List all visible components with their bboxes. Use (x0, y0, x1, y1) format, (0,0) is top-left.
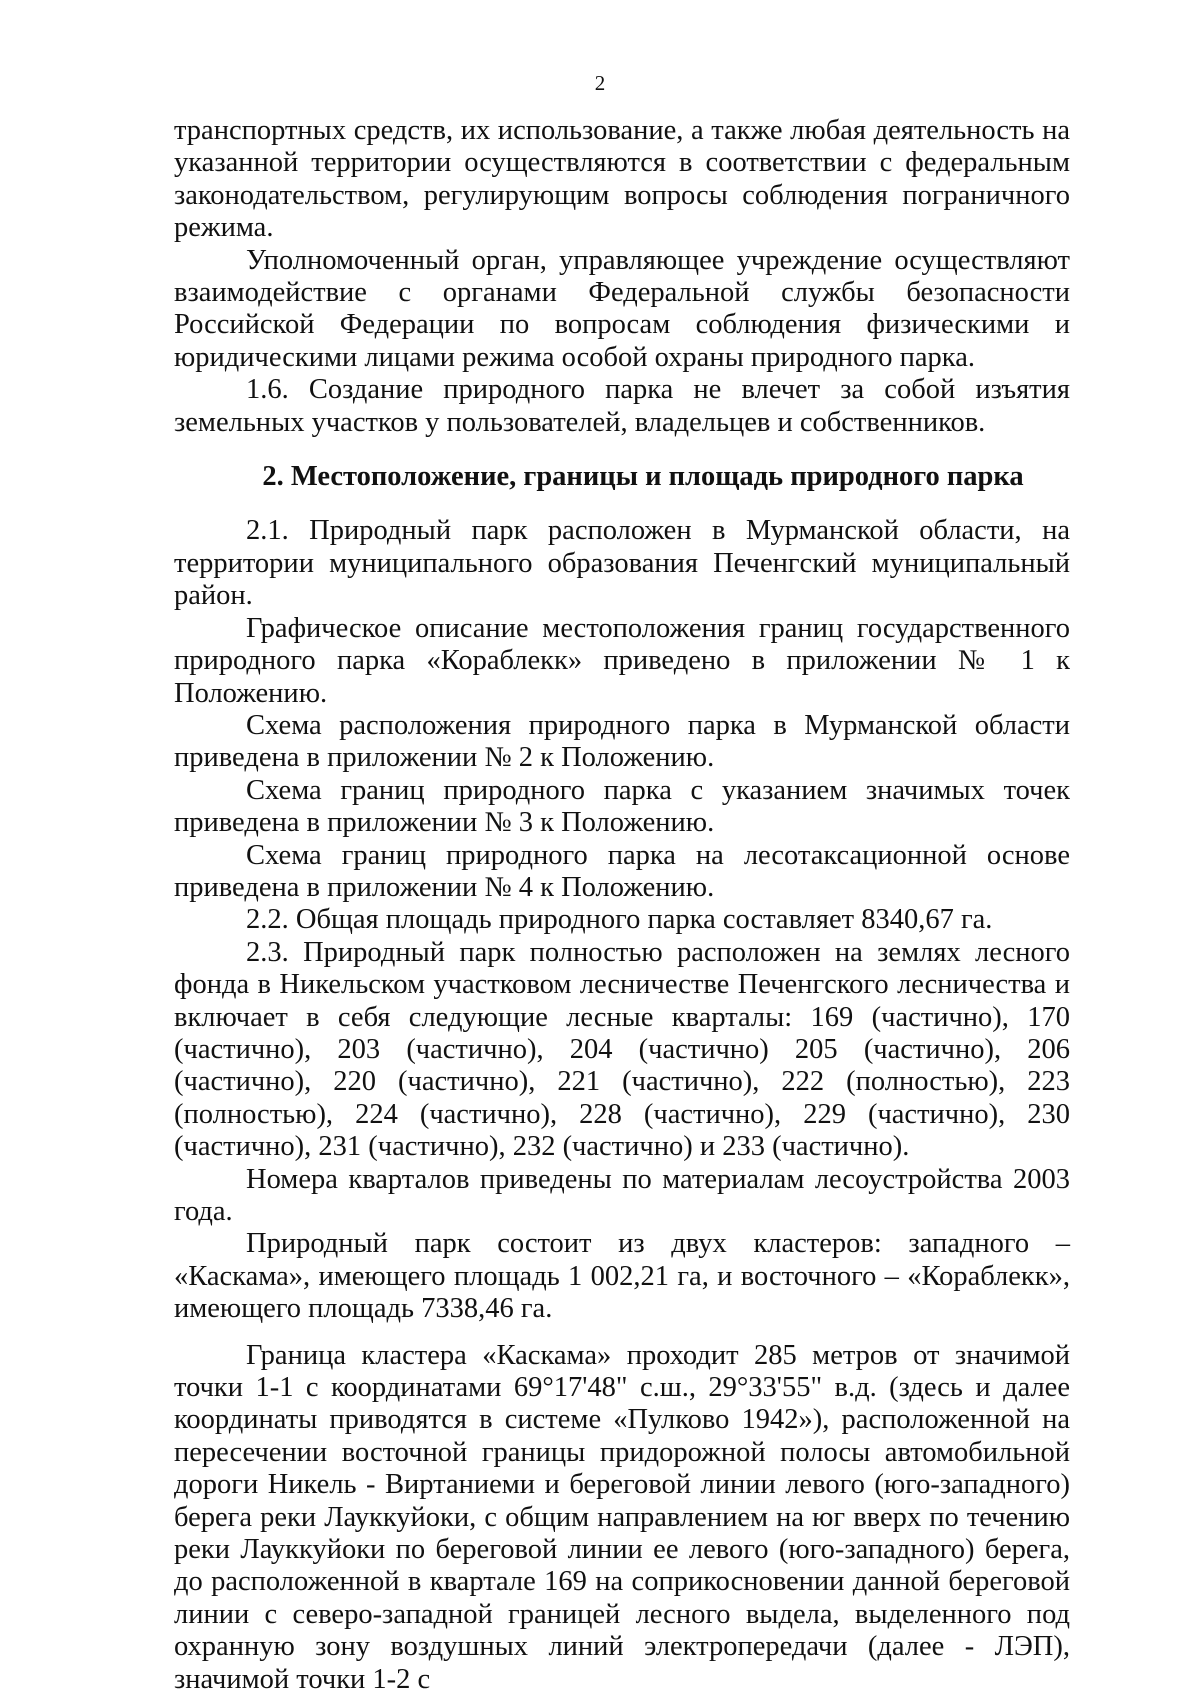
document-body (174, 115, 1070, 1696)
paragraph: Граница кластера «Каскама» проходит 285 метров от значимой точки 1-1 с координатами 69°17'48" с.ш., 29°33'55" в.д. (здесь и далее координаты приводятся в системе «Пулково 1942»), расположенной на пересечении восточной границы придорожной полосы автомобильной дороги Никель - Виртаниеми и береговой линии левого (юго-западного) берега реки Лауккуйоки, с общим направлением на юг вверх по течению реки Лауккуйоки по береговой линии ее левого (юго-западного) берега, до расположенной в квартале 169 на соприкосновении данной береговой линии с северо-западной границей лесного выдела, выделенного под охранную зону воздушных линий электропередачи (далее - ЛЭП), значимой точки 1-2 с (174, 1339, 1070, 1695)
paragraph: Схема границ природного парка с указанием значимых точек приведена в приложении № 3 к Положению. (174, 774, 1070, 839)
paragraph: Номера кварталов приведены по материалам лесоустройства 2003 года. (174, 1163, 1070, 1227)
section-heading: 2. Местоположение, границы и площадь природного парка (262, 461, 1024, 493)
paragraph: Схема границ природного парка на лесотаксационной основе приведена в приложении № 4 к Положению. (174, 839, 1070, 903)
paragraph: Графическое описание местоположения границ государственного природного парка «Кораблекк» приведено в приложении № 1 к Положению. (174, 612, 1070, 709)
paragraph: транспортных средств, их использование, а также любая деятельность на указанной территории осуществляются в соответствии с федеральным законодательством, регулирующим вопросы соблюдения пограничного режима. (174, 115, 1070, 244)
paragraph: 2.2. Общая площадь природного парка составляет 8340,67 га. (246, 904, 993, 936)
paragraph: Уполномоченный орган, управляющее учреждение осуществляют взаимодействие с органами Федеральной службы безопасности Российской Федерации по вопросам соблюдения физическими и юридическими лицами режима особой охраны природного парка. (174, 244, 1070, 373)
page-number: 2 (594, 71, 606, 95)
paragraph: 1.6. Создание природного парка не влечет за собой изъятия земельных участков у пользователей, владельцев и собственников. (174, 374, 1070, 438)
paragraph: 2.3. Природный парк полностью расположен на землях лесного фонда в Никельском участковом лесничестве Печенгского лесничества и включает в себя следующие лесные кварталы: 169 (частично), 170 (частично), 203 (частично), 204 (частично) 205 (частично), 206 (частично), 220 (частично), 221 (частично), 222 (полностью), 223 (полностью), 224 (частично), 228 (частично), 229 (частично), 230 (частично), 231 (частично), 232 (частично) и 233 (частично). (174, 936, 1070, 1163)
paragraph: Схема расположения природного парка в Мурманской области приведена в приложении № 2 к Положению. (174, 709, 1070, 774)
paragraph: Природный парк состоит из двух кластеров: западного – «Каскама», имеющего площадь 1 002,21 га, и восточного – «Кораблекк», имеющего площадь 7338,46 га. (174, 1228, 1070, 1325)
paragraph: 2.1. Природный парк расположен в Мурманской области, на территории муниципального образования Печенгский муниципальный район. (174, 515, 1070, 612)
